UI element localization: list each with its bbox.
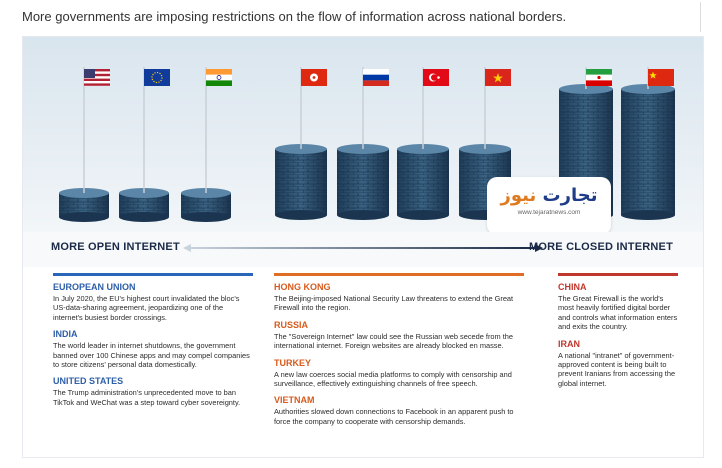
wall-china xyxy=(621,67,675,220)
country-description: The Beijing-imposed National Security Law threatens to extend the Great Firewall into the region. xyxy=(274,294,514,313)
country-name: CHINA xyxy=(558,282,587,292)
country-name: HONG KONG xyxy=(274,282,331,292)
page-caption: More governments are imposing restrictions on the flow of information across national borders. xyxy=(22,9,567,24)
russia-flag-icon xyxy=(363,69,389,86)
middle-internet-column xyxy=(274,273,524,433)
watermark-logo-part-a: تجارت xyxy=(542,185,598,206)
column-divider xyxy=(274,273,524,276)
country-name: VIETNAM xyxy=(274,395,315,406)
iran-flag-icon xyxy=(586,69,612,86)
scale-right-label: MORE CLOSED INTERNET xyxy=(529,241,673,253)
country-description: A new law coerces social media platforms to comply with censorship and surveillance, effectively extinguishing channels of free speech. xyxy=(274,369,512,389)
country-name: TURKEY xyxy=(274,357,312,368)
wall-hong-kong xyxy=(275,67,327,220)
india-flag-icon xyxy=(206,69,232,86)
country-name: RUSSIA xyxy=(274,319,309,330)
scale-left-label: MORE OPEN INTERNET xyxy=(51,241,180,253)
wall-us xyxy=(59,67,109,222)
country-description: The Trump administration's unprecedented move to ban TikTok and WeChat was a step toward cyber sovereignty. xyxy=(53,388,241,407)
infographic-panel xyxy=(22,36,704,458)
divider xyxy=(700,2,701,32)
firewall-scene xyxy=(23,37,703,232)
wall-eu xyxy=(119,67,169,222)
wall-turkey xyxy=(397,67,449,220)
vietnam-flag-icon xyxy=(485,69,511,86)
country-name: UNITED STATES xyxy=(53,376,124,387)
openness-scale xyxy=(23,232,703,267)
country-description: The Great Firewall is the world's most heavily fortified digital border and controls what information enters and exits the country. xyxy=(558,294,678,332)
us-flag-icon xyxy=(84,69,110,86)
country-description: A national "intranet" of government-approved content is being built to prevent Iranians from accessing the global internet. xyxy=(558,350,676,388)
turkey-flag-icon xyxy=(423,69,449,86)
tejarat-news-watermark xyxy=(487,177,611,235)
country-name: INDIA xyxy=(53,329,78,340)
eu-flag-icon xyxy=(144,69,170,86)
wall-russia xyxy=(337,67,389,220)
country-name: IRAN xyxy=(558,338,580,349)
country-description: The world leader in internet shutdowns, the government banned over 100 Chinese apps and may compel companies to store citizens' personal data domestically. xyxy=(53,341,250,370)
closed-internet-column xyxy=(558,273,678,395)
hong-kong-flag-icon xyxy=(301,69,327,86)
scale-arrow-icon xyxy=(183,247,543,250)
watermark-logo-part-b: نیوز xyxy=(500,185,537,206)
watermark-url: www.tejaratnews.com xyxy=(517,209,581,216)
column-divider xyxy=(53,273,253,276)
country-description: The "Sovereign Internet" law could see the Russian web secede from the international internet. Foreign websites are already blocked en masse. xyxy=(274,331,514,351)
china-flag-icon xyxy=(648,69,674,86)
country-description: In July 2020, the EU's highest court invalidated the bloc's US-data-sharing agreement, jeopardizing one of the internet's busiest border crossings. xyxy=(53,294,240,322)
column-divider xyxy=(558,273,678,276)
wall-india xyxy=(181,67,231,222)
country-description: Authorities slowed down connections to Facebook in an apparent push to force the company to cooperate with censorship demands. xyxy=(274,407,514,426)
country-name: EUROPEAN UNION xyxy=(53,282,136,292)
open-internet-column xyxy=(53,273,253,414)
